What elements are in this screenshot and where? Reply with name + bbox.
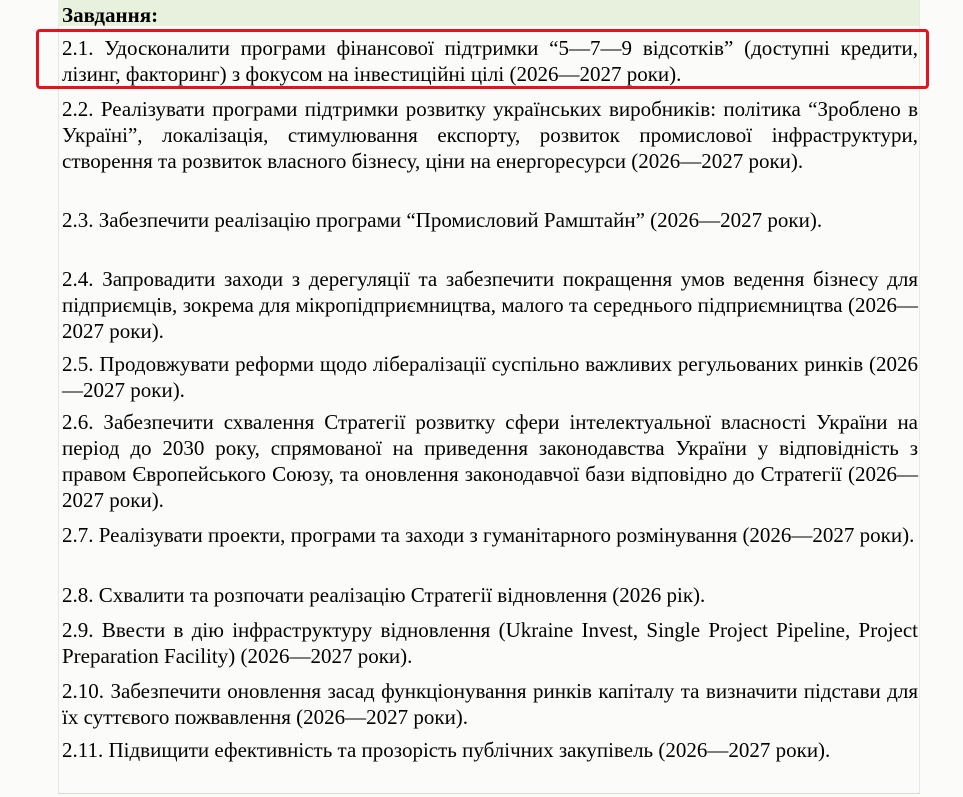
left-rule — [58, 26, 59, 794]
task-text: Підвищити ефективність та прозорість публічних закупівель (2026—2027 роки). — [108, 738, 831, 762]
task-text: Реалізувати проекти, програми та заходи з гуманітарного розмінування (2026—2027 роки). — [98, 523, 915, 547]
task-text: Ввести в дію інфраструктуру відновлення (Ukraine Invest, Single Project Pipeline, Project Preparation Facility) (2026—2027 роки). — [62, 618, 919, 668]
bottom-rule — [58, 793, 920, 794]
task-number: 2.9. — [62, 618, 94, 642]
task-text: Схвалити та розпочати реалізацію Стратегії відновлення (2026 рік). — [98, 583, 706, 607]
task-number: 2.5. — [62, 352, 94, 376]
task-number: 2.2. — [62, 97, 94, 121]
task-text: Реалізувати програми підтримки розвитку українських виробників: політика “Зроблено в Україні”, локалізація, стимулювання експорту, розвиток промислової інфраструктури, створення та розвиток власного бізнесу, ціни на енергоресурси (2026—2027 роки). — [62, 97, 918, 173]
task-number: 2.10. — [62, 679, 104, 703]
task-item-2-3 — [62, 207, 918, 233]
task-text: Удосконалити програми фінансової підтримки “5—7—9 відсотків” (доступні кредити, лізинг, факторинг) з фокусом на інвестиційні цілі (2026—2027 роки). — [62, 36, 919, 86]
task-item-2-6 — [62, 409, 918, 513]
task-number: 2.7. — [62, 523, 94, 547]
task-number: 2.11. — [62, 738, 104, 762]
task-item-2-9 — [62, 617, 918, 669]
section-title: Завдання: — [62, 3, 159, 27]
task-number: 2.3. — [62, 208, 94, 232]
task-item-2-2 — [62, 96, 918, 174]
task-item-2-10 — [62, 678, 918, 730]
task-item-2-8 — [62, 582, 918, 608]
task-item-2-5 — [62, 351, 918, 403]
task-item-2-4 — [62, 266, 918, 344]
task-number: 2.8. — [62, 583, 94, 607]
task-item-2-11 — [62, 737, 918, 763]
task-text: Продовжувати реформи щодо лібералізації суспільно важливих регульованих ринків (2026—2027 роки). — [62, 352, 918, 402]
task-number: 2.1. — [62, 36, 94, 60]
right-rule — [919, 0, 920, 794]
task-text: Запровадити заходи з дерегуляції та забезпечити покращення умов ведення бізнесу для підприємців, зокрема для мікропідприємництва, малого та середнього підприємництва (2026—2027 роки). — [62, 267, 919, 343]
task-item-2-7 — [62, 522, 918, 548]
task-number: 2.6. — [62, 410, 94, 434]
highlight-box — [36, 29, 929, 89]
task-text: Забезпечити реалізацію програми “Промисловий Рамштайн” (2026—2027 роки). — [98, 208, 823, 232]
task-text: Забезпечити оновлення засад функціонування ринків капіталу та визначити підстави для їх суттєвого пожвавлення (2026—2027 роки). — [62, 679, 918, 729]
task-text: Забезпечити схвалення Стратегії розвитку сфери інтелектуальної власності України на період до 2030 року, спрямованої на приведення законодавства України у відповідність з правом Європейського Союзу, та оновлення законодавчої бази відповідно до Стратегії (2026—2027 роки). — [62, 410, 919, 512]
section-header-band — [58, 0, 920, 26]
task-number: 2.4. — [62, 267, 94, 291]
